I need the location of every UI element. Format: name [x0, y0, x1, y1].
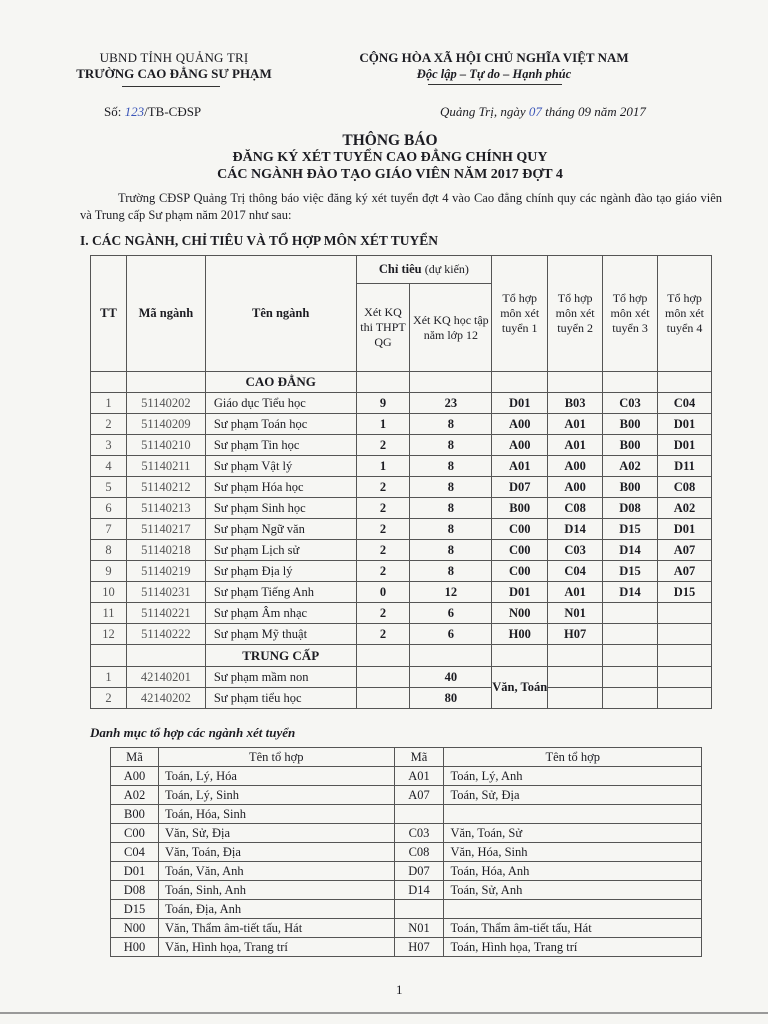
- cell-ten-nganh: Sư phạm mầm non: [205, 667, 356, 688]
- cell-to-hop-4: D15: [657, 582, 711, 603]
- table-row: [91, 667, 712, 688]
- title-line-2: ĐĂNG KÝ XÉT TUYỂN CAO ĐẲNG CHÍNH QUY: [232, 150, 548, 165]
- combo-name: Văn, Hóa, Sinh: [444, 843, 702, 862]
- cell-ten-nganh: Sư phạm Hóa học: [205, 477, 356, 498]
- cell-thpt: 1: [356, 414, 410, 435]
- combo-code: H00: [111, 938, 159, 957]
- combo-row: [111, 938, 702, 957]
- cell-to-hop-1: H00: [492, 624, 548, 645]
- combo-header-ten: Tên tổ hợp: [158, 748, 394, 767]
- section-heading: I. CÁC NGÀNH, CHỈ TIÊU VÀ TỔ HỢP MÔN XÉT TUYỂN: [80, 233, 439, 248]
- cell-tt: 5: [91, 477, 127, 498]
- title-line-1: THÔNG BÁO: [342, 132, 438, 149]
- table-row: [91, 624, 712, 645]
- table-row: [91, 688, 712, 709]
- cell-hoc-tap: 40: [410, 667, 492, 688]
- cell-ten-nganh: Sư phạm Mỹ thuật: [205, 624, 356, 645]
- cell-ma-nganh: 51140209: [126, 414, 205, 435]
- cell-to-hop-2: C08: [548, 498, 603, 519]
- cell-hoc-tap: 6: [410, 603, 492, 624]
- table-row: [91, 435, 712, 456]
- cell-to-hop-4: [657, 603, 711, 624]
- cell-hoc-tap: 12: [410, 582, 492, 603]
- combo-name: Toán, Lý, Hóa: [158, 767, 394, 786]
- cell-to-hop-1: D07: [492, 477, 548, 498]
- cell-to-hop-3: C03: [603, 393, 658, 414]
- cell-to-hop-1: A01: [492, 456, 548, 477]
- cell-to-hop-4: D01: [657, 519, 711, 540]
- document-date: [440, 104, 646, 120]
- cell-thpt: 2: [356, 603, 410, 624]
- combo-name: [444, 900, 702, 919]
- combo-code: [394, 900, 444, 919]
- document-number-suffix: /TB-CĐSP: [144, 104, 202, 119]
- group-trung-cap: TRUNG CẤP: [205, 645, 356, 667]
- cell-to-hop-4: [657, 624, 711, 645]
- cell-to-hop-4: C08: [657, 477, 711, 498]
- cell-to-hop-2: A00: [548, 477, 603, 498]
- cell-ma-nganh: 51140217: [126, 519, 205, 540]
- cell-to-hop-3: B00: [603, 414, 658, 435]
- cell-to-hop-4: D01: [657, 435, 711, 456]
- cell-to-hop-1: B00: [492, 498, 548, 519]
- cell-tt: 3: [91, 435, 127, 456]
- cell-ma-nganh: 51140221: [126, 603, 205, 624]
- cell-to-hop-3: A02: [603, 456, 658, 477]
- cell-hoc-tap: 8: [410, 414, 492, 435]
- combo-code: D01: [111, 862, 159, 881]
- issuer-block: [46, 50, 302, 82]
- combo-name: Toán, Văn, Anh: [158, 862, 394, 881]
- cell-to-hop-1: C00: [492, 540, 548, 561]
- motto-underline: [428, 84, 562, 85]
- combo-code: D15: [111, 900, 159, 919]
- cell-hoc-tap: 8: [410, 540, 492, 561]
- cell-to-hop-3: D15: [603, 519, 658, 540]
- cell-ma-nganh: 42140201: [126, 667, 205, 688]
- cell-thpt: [356, 667, 410, 688]
- combo-name: Toán, Hình họa, Trang trí: [444, 938, 702, 957]
- table-row: [91, 393, 712, 414]
- combo-code: C04: [111, 843, 159, 862]
- combo-name: Toán, Lý, Sinh: [158, 786, 394, 805]
- combo-name: Toán, Lý, Anh: [444, 767, 702, 786]
- combo-name: Toán, Sinh, Anh: [158, 881, 394, 900]
- cell-ma-nganh: 51140218: [126, 540, 205, 561]
- cell-to-hop-4: A07: [657, 561, 711, 582]
- cell-tt: 7: [91, 519, 127, 540]
- combo-list-title: Danh mục tổ hợp các ngành xét tuyển: [90, 725, 296, 740]
- cell-to-hop-2: C04: [548, 561, 603, 582]
- cell-tt: 10: [91, 582, 127, 603]
- cell-ma-nganh: 51140211: [126, 456, 205, 477]
- header-tt: TT: [91, 256, 127, 372]
- cell-tt: 1: [91, 393, 127, 414]
- issuer-authority: UBND TỈNH QUẢNG TRỊ: [99, 50, 249, 65]
- combo-name: Toán, Sử, Địa: [444, 786, 702, 805]
- cell-to-hop-4: A02: [657, 498, 711, 519]
- cell-to-hop-1: N00: [492, 603, 548, 624]
- cell-thpt: 2: [356, 561, 410, 582]
- title-line-3: CÁC NGÀNH ĐÀO TẠO GIÁO VIÊN NĂM 2017 ĐỢT 4: [217, 167, 563, 182]
- combo-row: [111, 805, 702, 824]
- combo-row: [111, 843, 702, 862]
- cell-tt: 12: [91, 624, 127, 645]
- header-xet-thpt: Xét KQ thi THPT QG: [356, 284, 410, 372]
- table-row: [91, 456, 712, 477]
- combo-name: Văn, Thẩm âm-tiết tấu, Hát: [158, 919, 394, 938]
- cell-tt: 1: [91, 667, 127, 688]
- combo-code: B00: [111, 805, 159, 824]
- cell-to-hop-1: D01: [492, 393, 548, 414]
- combo-name: Toán, Địa, Anh: [158, 900, 394, 919]
- cell-to-hop-1: C00: [492, 561, 548, 582]
- cell-hoc-tap: 8: [410, 498, 492, 519]
- intro-paragraph: Trường CĐSP Quảng Trị thông báo việc đăng ký xét tuyển đợt 4 vào Cao đẳng chính quy các ngành đào tạo giáo viên và Trung cấp Sư phạm năm 2017 như sau:: [80, 191, 722, 222]
- page-edge: [0, 1012, 768, 1014]
- cell-to-hop-trung-cap: Văn, Toán: [492, 667, 548, 709]
- cell-thpt: 2: [356, 477, 410, 498]
- national-motto-block: [322, 50, 666, 82]
- cell-ma-nganh: 51140213: [126, 498, 205, 519]
- cell-to-hop-2: C03: [548, 540, 603, 561]
- combo-row: [111, 767, 702, 786]
- notice-title: [180, 132, 600, 183]
- cell-tt: 2: [91, 688, 127, 709]
- combo-name: Toán, Hóa, Anh: [444, 862, 702, 881]
- table-row: [91, 540, 712, 561]
- cell-to-hop-4: A07: [657, 540, 711, 561]
- issuer-underline: [122, 86, 220, 87]
- combo-row: [111, 919, 702, 938]
- table-row: [91, 477, 712, 498]
- cell-ma-nganh: 51140212: [126, 477, 205, 498]
- cell-ten-nganh: Sư phạm Tiếng Anh: [205, 582, 356, 603]
- cell-to-hop-3: [603, 624, 658, 645]
- combo-name: Văn, Toán, Sử: [444, 824, 702, 843]
- cell-ten-nganh: Sư phạm Âm nhạc: [205, 603, 356, 624]
- cell-ten-nganh: Sư phạm Vật lý: [205, 456, 356, 477]
- cell-hoc-tap: 80: [410, 688, 492, 709]
- cell-to-hop-3: B00: [603, 435, 658, 456]
- cell-to-hop-4: D11: [657, 456, 711, 477]
- date-suffix: tháng 09 năm 2017: [545, 104, 646, 119]
- cell-to-hop-4: D01: [657, 414, 711, 435]
- table-row: [91, 519, 712, 540]
- cell-hoc-tap: 8: [410, 561, 492, 582]
- cell-to-hop-1: A00: [492, 414, 548, 435]
- motto: Độc lập – Tự do – Hạnh phúc: [416, 67, 572, 81]
- date-prefix: Quảng Trị, ngày: [440, 104, 526, 119]
- combo-code: [394, 805, 444, 824]
- cell-hoc-tap: 8: [410, 519, 492, 540]
- cell-thpt: 1: [356, 456, 410, 477]
- cell-ten-nganh: Sư phạm Toán học: [205, 414, 356, 435]
- cell-thpt: [356, 688, 410, 709]
- cell-to-hop-4: C04: [657, 393, 711, 414]
- cell-hoc-tap: 23: [410, 393, 492, 414]
- combo-header-ma: Mã: [111, 748, 159, 767]
- cell-thpt: 0: [356, 582, 410, 603]
- header-to-hop-2: Tổ hợp môn xét tuyển 2: [548, 256, 603, 372]
- cell-to-hop-1: C00: [492, 519, 548, 540]
- cell-to-hop-1: A00: [492, 435, 548, 456]
- cell-thpt: 2: [356, 435, 410, 456]
- combo-name: Văn, Toán, Địa: [158, 843, 394, 862]
- cell-hoc-tap: 8: [410, 435, 492, 456]
- cell-hoc-tap: 8: [410, 456, 492, 477]
- date-day: 07: [528, 104, 542, 119]
- group-cao-dang: CAO ĐẲNG: [205, 372, 356, 393]
- header-xet-hoc-tap: Xét KQ học tập năm lớp 12: [410, 284, 492, 372]
- cell-to-hop-3: [603, 603, 658, 624]
- cell-ma-nganh: 51140231: [126, 582, 205, 603]
- cell-ten-nganh: Giáo dục Tiểu học: [205, 393, 356, 414]
- combo-code: A00: [111, 767, 159, 786]
- header-to-hop-3: Tổ hợp môn xét tuyển 3: [603, 256, 658, 372]
- combo-row: [111, 824, 702, 843]
- cell-to-hop-3: D14: [603, 582, 658, 603]
- cell-to-hop-2: A01: [548, 414, 603, 435]
- cell-thpt: 2: [356, 540, 410, 561]
- combo-row: [111, 862, 702, 881]
- cell-ma-nganh: 51140210: [126, 435, 205, 456]
- page-number: 1: [396, 982, 403, 997]
- combo-code: C00: [111, 824, 159, 843]
- cell-to-hop-2: A01: [548, 582, 603, 603]
- combo-name: [444, 805, 702, 824]
- combo-name: Toán, Sử, Anh: [444, 881, 702, 900]
- cell-ma-nganh: 51140202: [126, 393, 205, 414]
- cell-to-hop-2: B03: [548, 393, 603, 414]
- combo-name: Văn, Hình họa, Trang trí: [158, 938, 394, 957]
- combo-table: [110, 747, 702, 957]
- cell-ma-nganh: 51140222: [126, 624, 205, 645]
- combo-code: A07: [394, 786, 444, 805]
- combo-code: D07: [394, 862, 444, 881]
- table-row: [91, 498, 712, 519]
- combo-code: D14: [394, 881, 444, 900]
- cell-ten-nganh: Sư phạm Địa lý: [205, 561, 356, 582]
- cell-tt: 8: [91, 540, 127, 561]
- cell-to-hop-3: D08: [603, 498, 658, 519]
- cell-hoc-tap: 8: [410, 477, 492, 498]
- cell-to-hop-3: D14: [603, 540, 658, 561]
- header-ten-nganh: Tên ngành: [205, 256, 356, 372]
- combo-code: C08: [394, 843, 444, 862]
- table-row: [91, 603, 712, 624]
- header-to-hop-1: Tổ hợp môn xét tuyển 1: [492, 256, 548, 372]
- combo-row: [111, 786, 702, 805]
- cell-to-hop-2: D14: [548, 519, 603, 540]
- admissions-table: [90, 255, 712, 709]
- header-ma-nganh: Mã ngành: [126, 256, 205, 372]
- header-chi-tieu: [356, 256, 492, 284]
- combo-code: A02: [111, 786, 159, 805]
- country-name: CỘNG HÒA XÃ HỘI CHỦ NGHĨA VIỆT NAM: [359, 50, 629, 65]
- combo-code: H07: [394, 938, 444, 957]
- document-number-prefix: Số:: [104, 104, 122, 119]
- cell-to-hop-2: A00: [548, 456, 603, 477]
- cell-to-hop-1: D01: [492, 582, 548, 603]
- issuer-school: TRƯỜNG CAO ĐẲNG SƯ PHẠM: [76, 66, 272, 81]
- cell-to-hop-2: A01: [548, 435, 603, 456]
- cell-to-hop-3: B00: [603, 477, 658, 498]
- combo-code: C03: [394, 824, 444, 843]
- cell-tt: 2: [91, 414, 127, 435]
- combo-row: [111, 881, 702, 900]
- cell-tt: 9: [91, 561, 127, 582]
- header-chi-tieu-note: (dự kiến): [424, 262, 469, 276]
- cell-thpt: 2: [356, 519, 410, 540]
- table-row: [91, 582, 712, 603]
- document-number: [104, 104, 201, 120]
- combo-code: A01: [394, 767, 444, 786]
- cao-dang-rows: [91, 393, 712, 645]
- combo-name: Toán, Hóa, Sinh: [158, 805, 394, 824]
- combo-row: [111, 900, 702, 919]
- combo-header-ten-2: Tên tổ hợp: [444, 748, 702, 767]
- combo-code: N00: [111, 919, 159, 938]
- combo-rows: [111, 767, 702, 957]
- document-number-value: 123: [124, 104, 145, 119]
- combo-code: D08: [111, 881, 159, 900]
- combo-code: N01: [394, 919, 444, 938]
- cell-thpt: 2: [356, 624, 410, 645]
- cell-ten-nganh: Sư phạm Sinh học: [205, 498, 356, 519]
- cell-thpt: 2: [356, 498, 410, 519]
- combo-header-ma-2: Mã: [394, 748, 444, 767]
- combo-name: Văn, Sử, Địa: [158, 824, 394, 843]
- cell-to-hop-3: D15: [603, 561, 658, 582]
- cell-tt: 6: [91, 498, 127, 519]
- cell-ten-nganh: Sư phạm Lịch sử: [205, 540, 356, 561]
- cell-to-hop-2: H07: [548, 624, 603, 645]
- header-chi-tieu-label: Chỉ tiêu: [378, 262, 422, 276]
- cell-ma-nganh: 51140219: [126, 561, 205, 582]
- header-to-hop-4: Tổ hợp môn xét tuyển 4: [657, 256, 711, 372]
- table-row: [91, 561, 712, 582]
- table-row: [91, 414, 712, 435]
- cell-ma-nganh: 42140202: [126, 688, 205, 709]
- cell-tt: 4: [91, 456, 127, 477]
- cell-ten-nganh: Sư phạm tiểu học: [205, 688, 356, 709]
- cell-to-hop-2: N01: [548, 603, 603, 624]
- cell-thpt: 9: [356, 393, 410, 414]
- cell-ten-nganh: Sư phạm Tin học: [205, 435, 356, 456]
- cell-ten-nganh: Sư phạm Ngữ văn: [205, 519, 356, 540]
- combo-name: Toán, Thẩm âm-tiết tấu, Hát: [444, 919, 702, 938]
- cell-tt: 11: [91, 603, 127, 624]
- cell-hoc-tap: 6: [410, 624, 492, 645]
